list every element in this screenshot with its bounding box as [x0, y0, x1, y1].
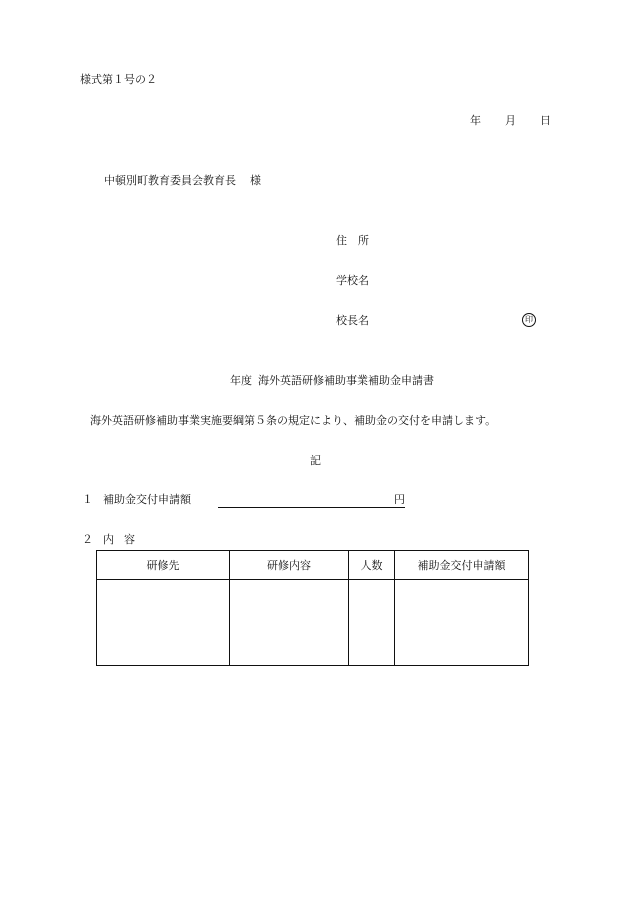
addressee — [104, 174, 261, 188]
address-label: 住 所 — [336, 234, 369, 247]
header-subsidy-amount: 補助金交付申請額 — [395, 551, 529, 580]
header-training-content: 研修内容 — [230, 551, 349, 580]
yen-unit: 円 — [394, 493, 405, 506]
header-training-destination: 研修先 — [97, 551, 230, 580]
title-text: 海外英語研修補助事業補助金申請書 — [258, 374, 434, 387]
date-day: 日 — [540, 114, 551, 127]
item2-number: ２ — [82, 533, 93, 546]
header-headcount: 人数 — [349, 551, 395, 580]
addressee-honorific: 様 — [250, 174, 261, 187]
body-text: 海外英語研修補助事業実施要綱第５条の規定により、補助金の交付を申請します。 — [90, 414, 497, 427]
cell-training-destination — [97, 580, 230, 666]
date-month: 月 — [505, 114, 516, 127]
item1-number: １ — [82, 493, 93, 506]
item1-label: 補助金交付申請額 — [103, 493, 191, 506]
ki-heading: 記 — [310, 454, 321, 467]
document-title — [230, 374, 434, 388]
cell-training-content — [230, 580, 349, 666]
table-row — [97, 580, 529, 666]
date-year: 年 — [470, 114, 481, 127]
cell-subsidy-amount — [395, 580, 529, 666]
addressee-name: 中頓別町教育委員会教育長 — [104, 174, 236, 187]
date-line — [470, 114, 551, 128]
item2-label: 内容 — [103, 533, 145, 546]
form-number: 様式第１号の２ — [80, 73, 157, 86]
school-name-label: 学校名 — [336, 274, 369, 287]
detail-table — [96, 550, 529, 666]
amount-blank-line — [218, 495, 405, 508]
cell-headcount — [349, 580, 395, 666]
table-header-row — [97, 551, 529, 580]
title-year-prefix: 年度 — [230, 374, 252, 387]
principal-name-label: 校長名 — [336, 314, 369, 327]
seal-mark: 印 — [522, 313, 536, 327]
